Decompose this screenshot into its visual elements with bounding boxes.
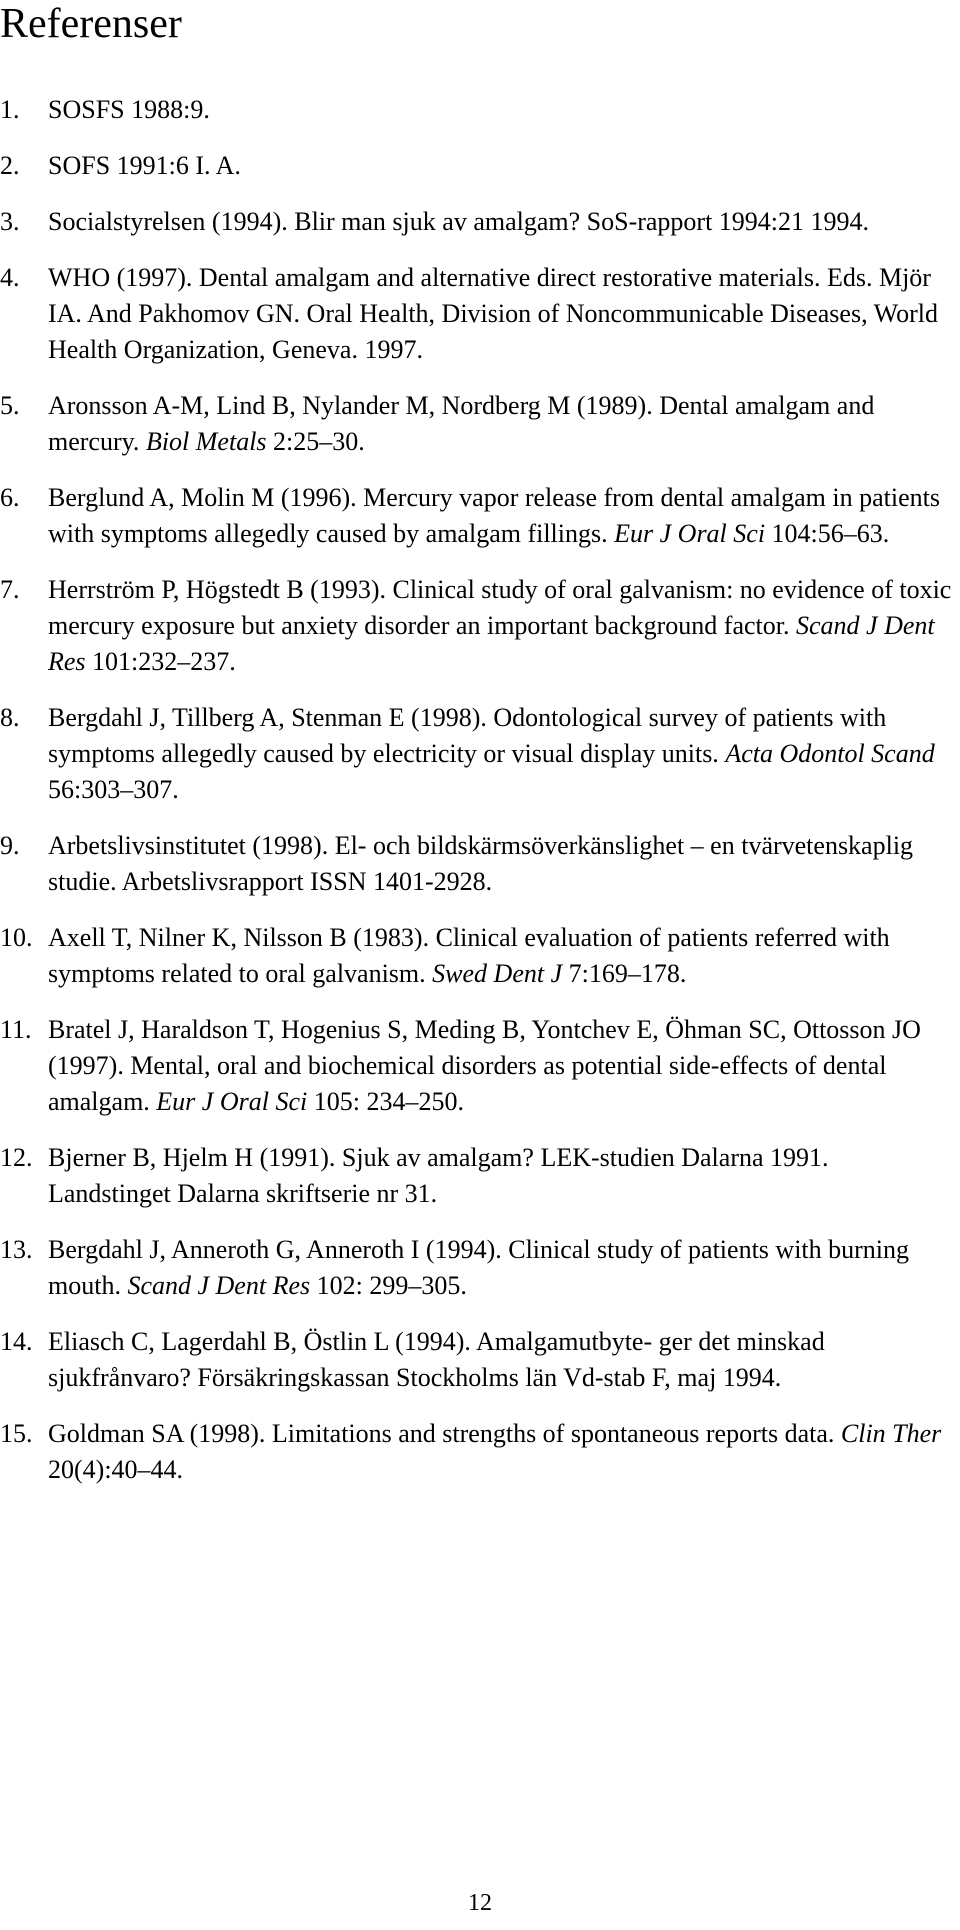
reference-text: WHO (1997). Dental amalgam and alternative direct restorative materials. Eds. Mjör IA. And Pakhomov GN. Oral Health, Division of Noncommunicable Diseases, World Health Organization, Geneva. 1997. bbox=[48, 263, 938, 364]
reference-text bbox=[48, 388, 953, 460]
reference-text bbox=[48, 572, 953, 680]
reference-volume-pages: 105: 234–250. bbox=[307, 1087, 464, 1116]
reference-volume-pages: 101:232–237. bbox=[85, 647, 236, 676]
reference-text bbox=[48, 480, 953, 552]
reference-number: 12. bbox=[0, 1143, 33, 1172]
reference-authors-title: Axell T, Nilner K, Nilsson B (1983). Clinical evaluation of patients referred with symptoms related to oral galvanism. bbox=[48, 923, 890, 988]
reference-text bbox=[48, 1232, 953, 1304]
page-title: Referenser bbox=[0, 1, 182, 47]
reference-item bbox=[0, 572, 960, 680]
journal-name: Eur J Oral Sci bbox=[156, 1087, 308, 1116]
journal-name: Clin Ther bbox=[840, 1419, 942, 1448]
reference-item bbox=[0, 1232, 960, 1304]
reference-number: 15. bbox=[0, 1419, 33, 1448]
reference-authors-title: Herrström P, Högstedt B (1993). Clinical study of oral galvanism: no evidence of toxic mercury exposure but anxiety disorder an important background factor. bbox=[48, 575, 952, 640]
reference-number: 2. bbox=[0, 151, 20, 180]
reference-authors-title: Bergdahl J, Anneroth G, Anneroth I (1994). Clinical study of patients with burning mouth. bbox=[48, 1235, 910, 1300]
reference-number: 8. bbox=[0, 703, 20, 732]
reference-number: 5. bbox=[0, 391, 20, 420]
reference-number: 9. bbox=[0, 831, 20, 860]
journal-name: Biol Metals bbox=[145, 427, 267, 456]
reference-item bbox=[0, 260, 960, 368]
reference-volume-pages: 104:56–63. bbox=[765, 519, 890, 548]
reference-number: 10. bbox=[0, 923, 33, 952]
reference-volume-pages: 102: 299–305. bbox=[310, 1271, 467, 1300]
reference-list bbox=[0, 92, 960, 1508]
reference-item bbox=[0, 1416, 960, 1488]
reference-number: 4. bbox=[0, 263, 20, 292]
reference-item bbox=[0, 920, 960, 992]
reference-item bbox=[0, 388, 960, 460]
reference-volume-pages: 2:25–30. bbox=[266, 427, 365, 456]
reference-item bbox=[0, 700, 960, 808]
reference-number: 11. bbox=[0, 1015, 32, 1044]
reference-item bbox=[0, 204, 960, 240]
reference-text: Eliasch C, Lagerdahl B, Östlin L (1994). Amalgamutbyte- ger det minskad sjukfrånvaro? Försäkringskassan Stockholms län Vd-stab F, maj 1994. bbox=[48, 1327, 825, 1392]
reference-text bbox=[48, 920, 953, 992]
reference-item bbox=[0, 828, 960, 900]
journal-name: Eur J Oral Sci bbox=[614, 519, 766, 548]
reference-text: Arbetslivsinstitutet (1998). El- och bildskärmsöverkänslighet – en tvärvetenskaplig studie. Arbetslivsrapport ISSN 1401-2928. bbox=[48, 831, 914, 896]
reference-authors-title: Goldman SA (1998). Limitations and strengths of spontaneous reports data. bbox=[48, 1419, 841, 1448]
reference-authors-title: Bratel J, Haraldson T, Hogenius S, Meding B, Yontchev E, Öhman SC, Ottosson JO (1997). Mental, oral and biochemical disorders as potential side-effects of dental amalgam. bbox=[48, 1015, 921, 1116]
reference-text bbox=[48, 700, 953, 808]
reference-number: 7. bbox=[0, 575, 20, 604]
reference-item bbox=[0, 1324, 960, 1396]
reference-number: 1. bbox=[0, 95, 20, 124]
reference-volume-pages: 56:303–307. bbox=[48, 775, 179, 804]
reference-text bbox=[48, 1012, 953, 1120]
journal-name: Acta Odontol Scand bbox=[725, 739, 935, 768]
journal-name: Swed Dent J bbox=[432, 959, 563, 988]
reference-text: Bjerner B, Hjelm H (1991). Sjuk av amalgam? LEK-studien Dalarna 1991. Landstinget Dalarna skriftserie nr 31. bbox=[48, 1143, 829, 1208]
journal-name: Scand J Dent Res bbox=[48, 611, 935, 676]
reference-number: 3. bbox=[0, 207, 20, 236]
reference-number: 6. bbox=[0, 483, 20, 512]
reference-text: Socialstyrelsen (1994). Blir man sjuk av amalgam? SoS-rapport 1994:21 1994. bbox=[48, 207, 870, 236]
reference-item bbox=[0, 1012, 960, 1120]
page-number: 12 bbox=[468, 1890, 492, 1916]
reference-number: 14. bbox=[0, 1327, 33, 1356]
reference-item bbox=[0, 92, 960, 128]
journal-name: Scand J Dent Res bbox=[127, 1271, 311, 1300]
reference-item bbox=[0, 1140, 960, 1212]
reference-authors-title: Aronsson A-M, Lind B, Nylander M, Nordberg M (1989). Dental amalgam and mercury. bbox=[48, 391, 875, 456]
reference-volume-pages: 7:169–178. bbox=[562, 959, 687, 988]
reference-volume-pages: 20(4):40–44. bbox=[48, 1455, 184, 1484]
reference-text: SOFS 1991:6 I. A. bbox=[48, 151, 241, 180]
reference-authors-title: Bergdahl J, Tillberg A, Stenman E (1998). Odontological survey of patients with symptoms allegedly caused by electricity or visual display units. bbox=[48, 703, 887, 768]
reference-number: 13. bbox=[0, 1235, 33, 1264]
reference-text: SOSFS 1988:9. bbox=[48, 95, 210, 124]
reference-authors-title: Berglund A, Molin M (1996). Mercury vapor release from dental amalgam in patients with symptoms allegedly caused by amalgam fillings. bbox=[48, 483, 940, 548]
reference-item bbox=[0, 480, 960, 552]
reference-text bbox=[48, 1416, 953, 1488]
reference-item bbox=[0, 148, 960, 184]
